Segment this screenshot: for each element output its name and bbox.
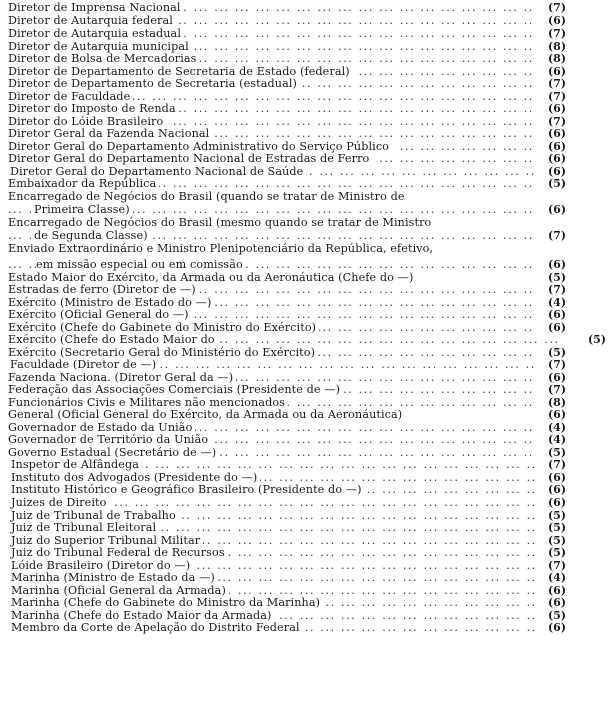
list-item: [11, 572, 608, 585]
entry-ref: (6): [548, 583, 567, 597]
entry-text: Diretor de Bolsa de Mercadorias: [8, 53, 200, 65]
entry-text: Diretor de Departamento de Secretaria de Estado (federal): [8, 66, 353, 78]
list-item: [11, 547, 608, 560]
entry-text: Juiz de Tribunal Eleitoral: [11, 522, 159, 534]
list-item: [8, 2, 608, 15]
list-item: [8, 28, 608, 41]
entry-ref: (5): [548, 270, 567, 284]
entry-ref: (6): [548, 127, 567, 140]
list-item: [8, 284, 608, 297]
entry-ref: (8): [548, 52, 567, 65]
entry-text: Lóide Brasileiro (Diretor do —): [11, 560, 193, 572]
entry-text: Federação das Associações Comerciais (Presidente de —): [8, 384, 343, 396]
entry-ref: (6): [548, 64, 567, 78]
entry-text: Juizes de Direito: [11, 497, 109, 509]
entry-ref: (6): [548, 202, 567, 216]
list-item: [11, 597, 608, 610]
entry-ref: (4): [548, 420, 567, 434]
entry-text: Instituto dos Advogados (Presidente do —): [11, 472, 260, 484]
entry-ref: (7): [548, 228, 567, 242]
list-item: [10, 359, 608, 372]
entry-text: Faculdade (Diretor de —): [10, 359, 159, 371]
entry-text: Diretor do Imposto de Renda: [8, 103, 179, 115]
list-item: [8, 15, 608, 28]
entry-text: Embaixador da República: [8, 178, 159, 190]
entry-ref: (6): [548, 102, 567, 115]
entry-ref: (5): [548, 546, 567, 559]
list-item: [11, 497, 608, 510]
entry-ref: (8): [548, 39, 567, 53]
list-item: [8, 178, 608, 191]
list-item: [8, 384, 608, 397]
entry-text: Juiz do Superior Tribunal Militar: [11, 535, 203, 547]
entry-ref: (7): [548, 1, 567, 14]
entry-ref: (6): [548, 139, 567, 153]
list-item: [8, 78, 608, 91]
entry-ref: (6): [548, 370, 567, 384]
entry-text: Instituto Histórico e Geográfico Brasileiro (Presidente do —): [11, 484, 365, 496]
entry-text: Encarregado de Negócios do Brasil (quando se tratar de Ministro de: [8, 191, 408, 203]
entry-ref: (6): [548, 308, 567, 321]
list-item: [8, 309, 608, 322]
entry-ref: (7): [548, 458, 567, 471]
entry-ref: (5): [588, 333, 607, 346]
entry-ref: (4): [548, 571, 567, 584]
entry-text: Fazenda Naciona. (Diretor Geral da —): [8, 372, 236, 384]
entry-text: Funcionários Civis e Militares não mencionados: [8, 397, 288, 409]
entry-ref: (6): [548, 320, 567, 334]
entry-ref: (6): [548, 483, 567, 496]
list-item: [8, 153, 608, 166]
entry-ref: (6): [548, 596, 567, 609]
entry-text-continued: em missão especial ou em comissão: [36, 259, 246, 271]
entry-text: Exército (Secretario Geral do Ministério do Exército): [8, 347, 318, 359]
entry-text: Governador de Território da União: [8, 434, 211, 446]
entry-ref: (5): [548, 508, 567, 522]
entry-ref: (6): [548, 152, 567, 165]
entry-ref: (6): [548, 621, 567, 634]
list-item: [8, 434, 608, 447]
list-item: [8, 128, 608, 141]
entry-text: Marinha (Chefe do Gabinete do Ministro da Marinha): [11, 597, 323, 609]
entry-text: Governador de Estado da União: [8, 422, 195, 434]
entry-text: Diretor de Imprensa Nacional: [8, 2, 184, 14]
list-item: [8, 334, 608, 347]
entry-ref: (6): [548, 496, 567, 509]
entry-text: Diretor Geral do Departamento Nacional de Estradas de Ferro: [8, 153, 372, 165]
entry-text: Diretor Geral da Fazenda Nacional: [8, 128, 212, 140]
entry-text: Diretor Geral do Departamento Administrativo do Serviço Público: [8, 141, 392, 153]
entry-ref: (7): [548, 558, 567, 572]
entry-text-continued: Primeira Classe): [34, 204, 133, 216]
entry-ref: (7): [548, 27, 567, 40]
entry-ref: (7): [548, 283, 567, 296]
entry-text: Exército (Chefe do Gabinete do Ministro do Exército): [8, 322, 319, 334]
entry-ref: (6): [548, 470, 567, 484]
list-item: [8, 409, 608, 422]
list-item: [11, 522, 608, 535]
entry-ref: (7): [548, 358, 567, 371]
list-item: [11, 459, 608, 472]
list-item: [8, 243, 608, 271]
entry-text: Juiz de Tribunal de Trabalho: [11, 510, 179, 522]
entry-text: Governo Estadual (Secretário de —): [8, 447, 219, 459]
entry-ref: (6): [548, 13, 567, 27]
entry-text: Exército (Chefe do Estado Maior do: [8, 334, 218, 346]
entry-text: Estado Maior do Exército, da Armada ou da Aeronáutica (Chefe do —): [8, 272, 416, 284]
list-item: [8, 103, 608, 116]
entry-ref: (4): [548, 433, 567, 446]
entry-ref: (5): [548, 608, 567, 622]
entry-ref: (4): [548, 295, 567, 309]
entry-text: Exército (Oficial General do —): [8, 309, 192, 321]
entry-text: Marinha (Ministro de Estado da —): [11, 572, 218, 584]
entry-text: Marinha (Oficial General da Armada): [11, 585, 229, 597]
entry-text: General (Oficial General do Exército, da Armada ou da Aeronáutica): [8, 409, 405, 421]
entry-text: Estradas de ferro (Diretor de —): [8, 284, 199, 296]
entry-text-continued: de Segunda Classe): [34, 230, 151, 242]
entry-text: Marinha (Chefe do Estado Maior da Armada): [11, 610, 274, 622]
entry-text: Juiz do Tribunal Federal de Recursos: [11, 547, 228, 559]
entry-text: Exército (Ministro de Estado do —): [8, 297, 214, 309]
entry-ref: (5): [548, 521, 567, 534]
entry-ref: (7): [548, 77, 567, 90]
entry-text: Diretor do Lóide Brasileiro: [8, 116, 166, 128]
entry-text: Diretor de Faculdade: [8, 91, 133, 103]
entry-text: Diretor de Autarquia municipal: [8, 41, 192, 53]
entry-text: Inspetor de Alfândega: [11, 459, 142, 471]
entry-ref: (7): [548, 89, 567, 103]
entry-ref: (5): [548, 533, 567, 547]
entry-text: Diretor de Departamento de Secretaria (estadual): [8, 78, 300, 90]
list-item: [11, 484, 608, 497]
entry-text: Diretor de Autarquia federal: [8, 15, 176, 27]
list-item: [11, 622, 608, 635]
list-item: [8, 217, 608, 242]
entry-ref: (6): [548, 257, 567, 271]
entry-ref: (7): [548, 114, 567, 128]
entry-text: Diretor Geral do Departamento Nacional de Saúde: [10, 166, 306, 178]
entry-ref: (5): [548, 345, 567, 359]
list-item: [8, 53, 608, 66]
list-item: [8, 191, 608, 216]
entry-text: Diretor de Autarquia estadual: [8, 28, 184, 40]
entry-ref: (5): [548, 445, 567, 459]
entry-text: Encarregado de Negócios do Brasil (mesmo quando se tratar de Ministro: [8, 217, 434, 229]
entry-text: Enviado Extraordinário e Ministro Plenipotenciário da República, efetivo,: [8, 243, 436, 255]
entry-ref: (8): [548, 395, 567, 409]
entry-ref: (6): [548, 408, 567, 421]
entry-ref: (6): [548, 164, 567, 178]
entry-text: Membro da Corte de Apelação do Distrito Federal: [11, 622, 303, 634]
entry-ref: (7): [548, 383, 567, 396]
entry-ref: (5): [548, 177, 567, 190]
